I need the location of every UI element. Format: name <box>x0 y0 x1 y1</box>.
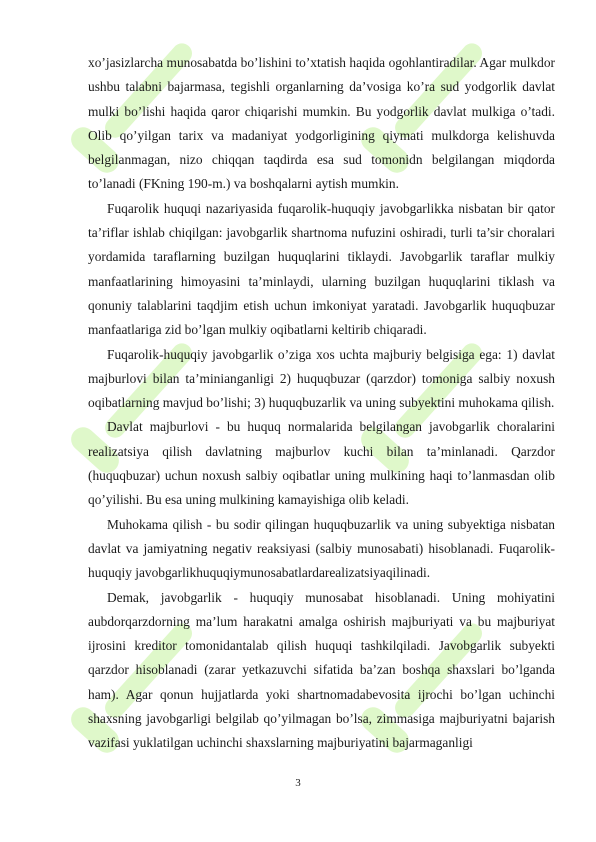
paragraph-state-coercion: Davlat majburlovi - bu huquq normalarida belgilangan javobgarlik choralarini realizatsiya qilish davlatning majburlov kuchi bilan ta’minlanadi. Qarzdor (huquqbuzar) uchun noxush salbiy oqibatlar uning mulkining haqi to’lanmasdan olib qo’yilishi. Bu esa uning mulkining kamayishiga olib keladi. <box>88 419 555 508</box>
paragraph-conclusion: Demak, javobgarlik - huquqiy munosabat hisoblanadi. Uning mohiyatini aubdorqarzdorning ma’lum harakatni amalga oshirish majburiyati va bu majburiyat ijrosini kreditor tomonidantalab qilish huquqi tashkilqiladi. Javobgarlik subyekti qarzdor hisoblanadi (zarar yetkazuvchi sifatida ba’zan boshqa shaxslari bo’lganda ham). Agar qonun hujjatlarda yoki shartnomadabevosita ijrochi bo’lgan uchinchi shaxsning javobgarligi belgilab qo’yilmagan bo’lsa, zimmasiga majburiyatni bajarish vazifasi yuklatilgan uchinchi shaxslarning majburiyatini bajarmaganligi <box>88 589 555 751</box>
page-number: 3 <box>295 777 301 789</box>
paragraph-discussion: Muhokama qilish - bu sodir qilingan huquqbuzarlik va uning subyektiga nisbatan davlat va jamiyatning negativ reaksiyasi (salbiy munosabati) hisoblanadi. Fuqarolik-huquqiy javobgarlikhuquqiymunosabatlardarealizatsiyaqilinadi. <box>88 516 555 581</box>
paragraph-features: Fuqarolik-huquqiy javobgarlik o’ziga xos uchta majburiy belgisiga ega: 1) davlat majburlovi bilan ta’minianganligi 2) huquqbuzar (qarzdor) tomoniga salbiy noxush oqibatlarning mavjud bo’lishi; 3) huquqbuzarlik va uning subyektini muhokama qilish. <box>88 346 555 411</box>
paragraph-theory: Fuqarolik huquqi nazariyasida fuqarolik-huquqiy javobgarlikka nisbatan bir qator ta’riflar ishlab chiqilgan: javobgarlik shartnoma nufuzini oshiradi, turli ta’sir choralari yordamida taraflarning buzilgan huquqlarini tiklaydi. Javobgarlik taraflar mulkiy manfaatlarining himoyasini ta’minlaydi, ularning buzilgan huquqlarini tiklash va qonuniy talablarini taqdjim etish uchun imkoniyat yaratadi. Javobgarlik huquqbuzar manfaatlariga zid bo’lgan mulkiy oqibatlarni keltirib chiqaradi. <box>88 200 555 338</box>
document-body <box>88 51 555 756</box>
paragraph-continuation: xo’jasizlarcha munosabatda bo’lishini to’xtatish haqida ogohlantiradilar. Agar mulkdor ushbu talabni bajarmasa, tegishli organlarning da’vosiga ko’ra sud yodgorlik davlat mulki bo’lishi haqida qaror chiqarishi mumkin. Bu yodgorlik davlat mulkiga o’tadi. Olib qo’yilgan tarix va madaniyat yodgorligining qiymati mulkdorga kelishuvda belgilanmagan, nizo chiqqan taqdirda esa sud tomonidn belgilangan miqdorda to’lanadi (FKning 190-m.) va boshqalarni aytish mumkin. <box>88 55 555 192</box>
